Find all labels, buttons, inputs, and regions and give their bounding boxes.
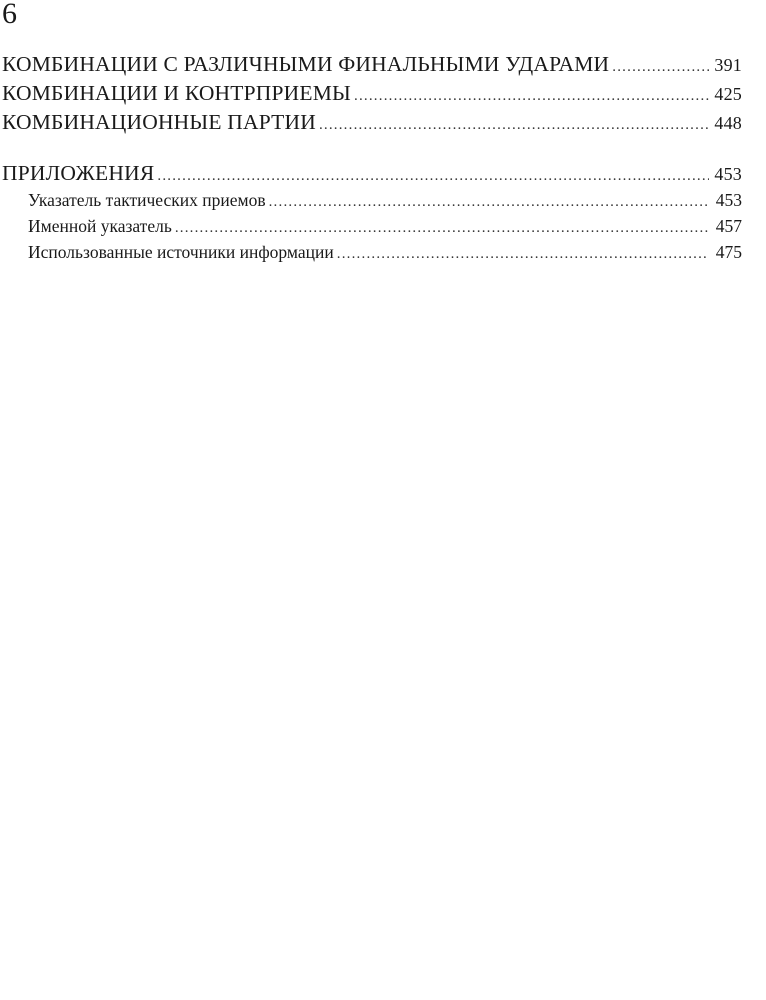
toc-subentry[interactable] [2,242,742,268]
toc-entry-title: КОМБИНАЦИИ И КОНТРПРИЕМЫ [2,81,351,105]
toc-entry-page: 448 [714,113,742,133]
toc-entry[interactable] [2,110,742,139]
toc-entry-page: 457 [715,216,742,236]
toc-entry-page: 425 [714,84,742,104]
toc-entry-title: ПРИЛОЖЕНИЯ [2,161,155,185]
toc-entry[interactable] [2,52,742,81]
toc-group-chapters [2,52,742,139]
toc-entry-page: 453 [714,164,742,184]
toc-dot-leader [319,117,709,134]
toc-dot-leader [612,59,709,76]
page-number: 6 [2,0,17,30]
toc-subentry[interactable] [2,190,742,216]
toc-entry-page: 453 [715,190,742,210]
toc-dot-leader [269,194,709,211]
toc-entry-page: 475 [715,242,742,262]
toc-entry-title: КОМБИНАЦИИ С РАЗЛИЧНЫМИ ФИНАЛЬНЫМИ УДАРАМИ [2,52,610,76]
toc-dot-leader [175,220,709,237]
toc-dot-leader [354,88,709,105]
toc-entry-page: 391 [714,55,742,75]
toc-entry[interactable] [2,161,742,190]
table-of-contents [2,52,742,268]
toc-group-appendices [2,161,742,268]
toc-entry-title: КОМБИНАЦИОННЫЕ ПАРТИИ [2,110,316,134]
toc-subentry[interactable] [2,216,742,242]
toc-entry[interactable] [2,81,742,110]
toc-entry-title: Именной указатель [28,216,172,236]
toc-entry-title: Указатель тактических приемов [28,190,266,210]
toc-dot-leader [337,246,709,263]
toc-entry-title: Использованные источники информации [28,242,334,262]
toc-dot-leader [157,168,709,185]
